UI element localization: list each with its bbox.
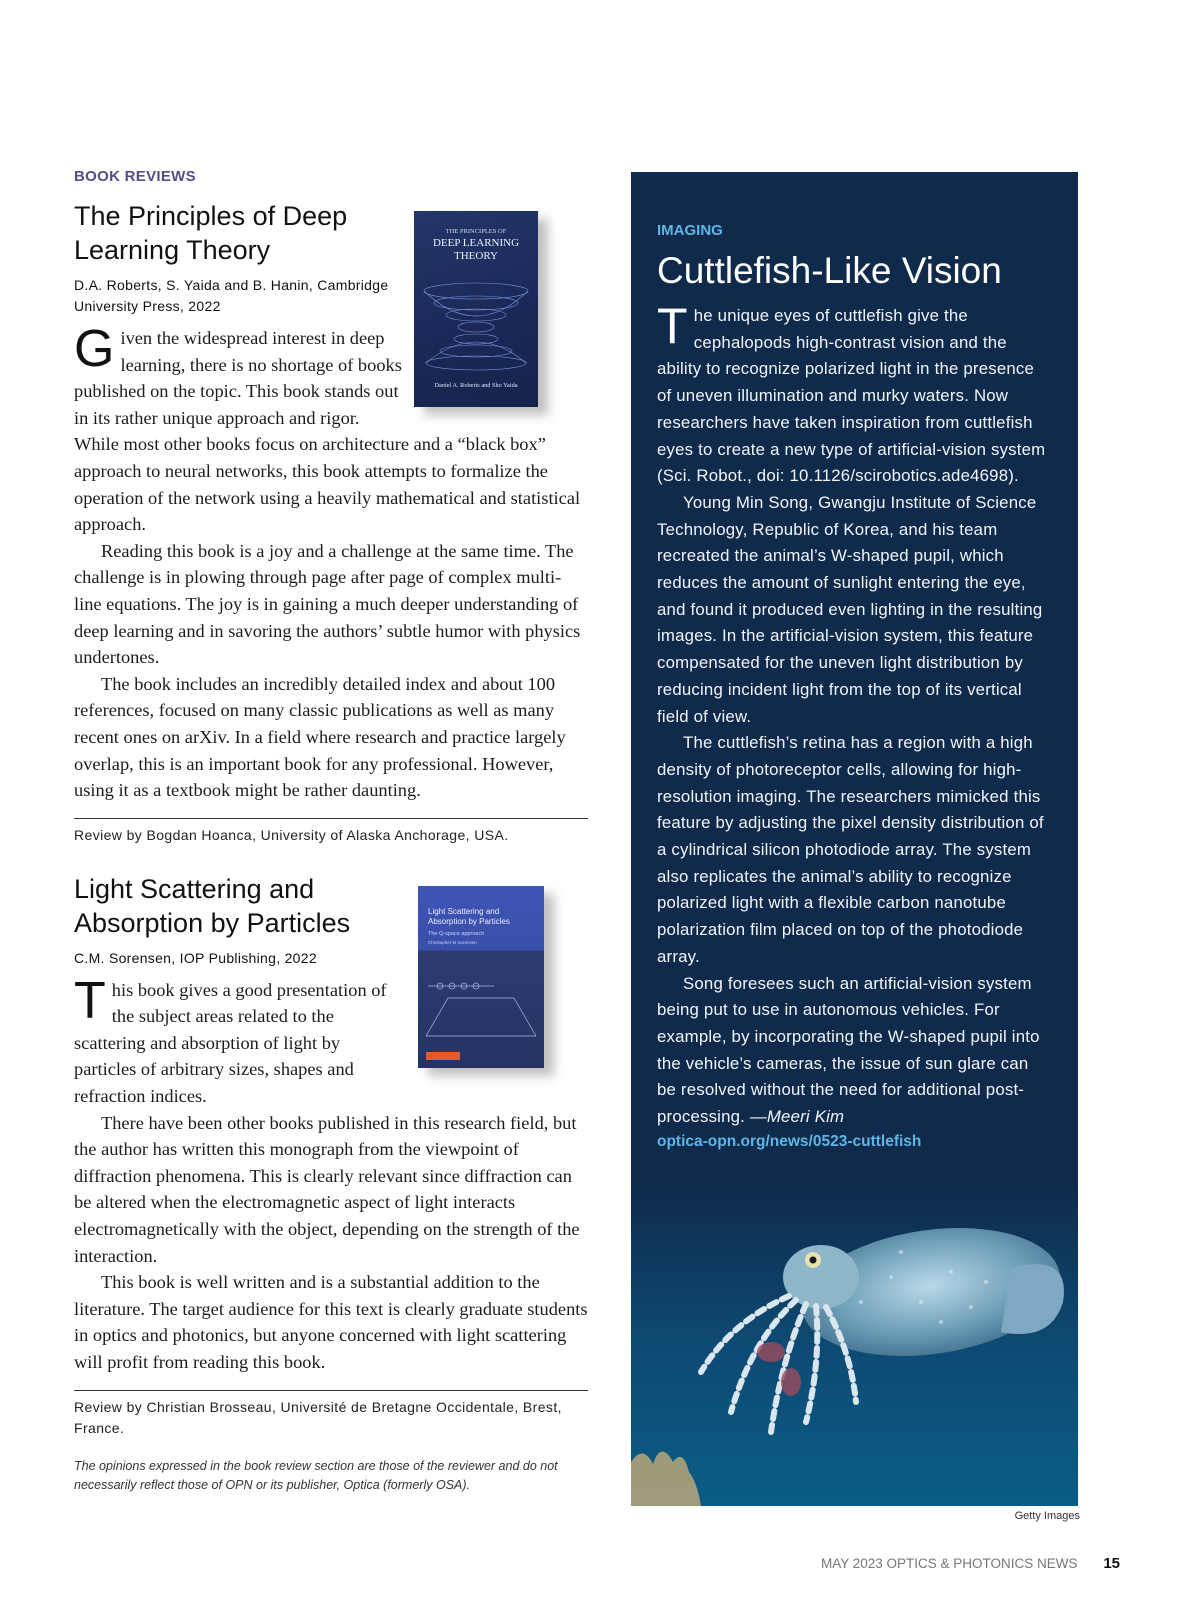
review-paragraph-3: The book includes an incredibly detailed index and about 100 references, focused on many classic publications as well as many recent ones on arXiv. In a field where research and practice largely overlap, this is an important book for any professional. However, using it as a textbook might be rather daunting. — [74, 673, 566, 801]
cover-title-2: Absorption by Particles — [428, 916, 510, 926]
book-cover-deep-learning — [414, 211, 538, 407]
review-light-scattering — [74, 872, 588, 1439]
cover-subtitle: The Q-space approach — [428, 930, 485, 937]
review-title: Light Scattering and Absorption by Particles — [74, 873, 351, 938]
article-link[interactable]: optica-opn.org/news/0523-cuttlefish — [657, 1132, 922, 1150]
imaging-article — [657, 222, 1052, 1151]
dropcap: T — [657, 298, 688, 354]
dropcap: T — [74, 971, 106, 1030]
book-reviews-column — [74, 168, 588, 1495]
page-number: 15 — [1103, 1555, 1120, 1572]
article-paragraph-1: he unique eyes of cuttlefish give the cephalopods high-contrast vision and the ability to recognize polarized light in the presence of uneven illumination and murky waters. Now researchers have taken inspiration from cuttlefish eyes to create a new type of artificial-vision system (Sci. Robot., doi: 10.1126/scirobotics.ade4698). — [657, 306, 1046, 486]
cover-line1: THE PRINCIPLES OF — [445, 228, 507, 235]
review-meta: C.M. Sorensen, IOP Publishing, 2022 — [74, 949, 317, 966]
dropcap: G — [74, 320, 115, 378]
review-paragraph-1: his book gives a good presentation of the subject areas related to the scattering and absorption of light by particles of arbitrary sizes, shapes and refraction indices. — [74, 979, 387, 1107]
cover-line2: DEEP LEARNING — [432, 237, 520, 249]
cover-author: Christopher M Sorensen — [428, 939, 477, 945]
review-credit: Review by Bogdan Hoanca, University of Alaska Anchorage, USA. — [74, 826, 509, 843]
cover-authors: Daniel A. Roberts and Sho Yaida — [434, 382, 518, 389]
review-divider — [74, 1390, 588, 1391]
review-divider — [74, 818, 588, 819]
article-byline: —Meeri Kim — [749, 1107, 845, 1127]
article-body — [657, 298, 1052, 1131]
book-cover-art — [414, 211, 538, 407]
article-title: Cuttlefish-Like Vision — [657, 250, 1002, 291]
page-footer — [821, 1555, 1120, 1572]
review-credit: Review by Christian Brosseau, Université de Bretagne Occidentale, Brest, France. — [74, 1398, 562, 1436]
review-deep-learning — [74, 199, 588, 846]
review-meta: D.A. Roberts, S. Yaida and B. Hanin, Cambridge University Press, 2022 — [74, 277, 389, 314]
disclaimer: The opinions expressed in the book review section are those of the reviewer and do not necessarily reflect those of OPN or its publisher, Optica (formerly OSA). — [74, 1458, 558, 1492]
book-cover-light-scattering — [418, 886, 544, 1068]
article-paragraph-3: The cuttlefish’s retina has a region with a high density of photoreceptor cells, allowing for high-resolution imaging. The researchers mimicked this feature by adjusting the pixel density distribution of a cylindrical silicon photodiode array. The system also replicates the animal’s ability to recognize polarized light with a flexible carbon nanotube polarization film placed on top of the photodiode array. — [657, 733, 1044, 966]
review-title: The Principles of Deep Learning Theory — [74, 201, 348, 265]
cuttlefish-photo — [631, 1182, 1078, 1506]
review-paragraph-2: There have been other books published in this research field, but the author has written this monograph from the viewpoint of diffraction phenomena. This is clearly relevant since diffraction can be altered when the electromagnetic aspect of light interacts electromagnetically with the object, depending on the strength of the interaction. — [74, 1112, 580, 1266]
issue-label: MAY 2023 OPTICS & PHOTONICS NEWS — [820, 1556, 1078, 1571]
review-paragraph-1: iven the widespread interest in deep learning, there is no shortage of books published on the topic. This book stands out in its rather unique approach and rigor. While most other books focus on architecture and a “black box” approach to neural networks, this book attempts to formalize the operation of the network using a heavily mathematical and statistical approach. — [74, 328, 581, 535]
cover-title: Light Scattering and — [428, 906, 500, 916]
panel-label: IMAGING — [657, 222, 723, 239]
review-paragraph-3: This book is well written and is a substantial addition to the literature. The target audience for this text is clearly graduate students in optics and photonics, but anyone concerned with light scattering will profit from reading this book. — [74, 1272, 588, 1372]
section-label: BOOK REVIEWS — [74, 168, 196, 185]
cover-line3: THEORY — [454, 250, 498, 262]
article-paragraph-2: Young Min Song, Gwangju Institute of Science Technology, Republic of Korea, and his team recreated the animal’s W-shaped pupil, which reduces the amount of sunlight entering the eye, and found it produced even lighting in the resulting images. In the artificial-vision system, this feature compensated for the uneven light distribution by reducing incident light from the top of its vertical field of view. — [657, 492, 1043, 726]
imaging-news-panel — [631, 172, 1078, 1506]
review-paragraph-2: Reading this book is a joy and a challenge at the same time. The challenge is in plowing through page after page of complex multi-line equations. The joy is in gaining a much deeper understanding of deep learning and in savoring the authors’ subtle humor with physics undertones. — [74, 540, 581, 668]
article-paragraph-4: Song foresees such an artificial-vision system being put to use in autonomous vehicles. For example, by incorporating the W-shaped pupil into the vehicle’s cameras, the issue of sun glare can be resolved without the need for additional post-processing. — [657, 973, 1040, 1127]
book-cover-art — [418, 886, 544, 1068]
photo-credit: Getty Images — [1014, 1510, 1080, 1522]
